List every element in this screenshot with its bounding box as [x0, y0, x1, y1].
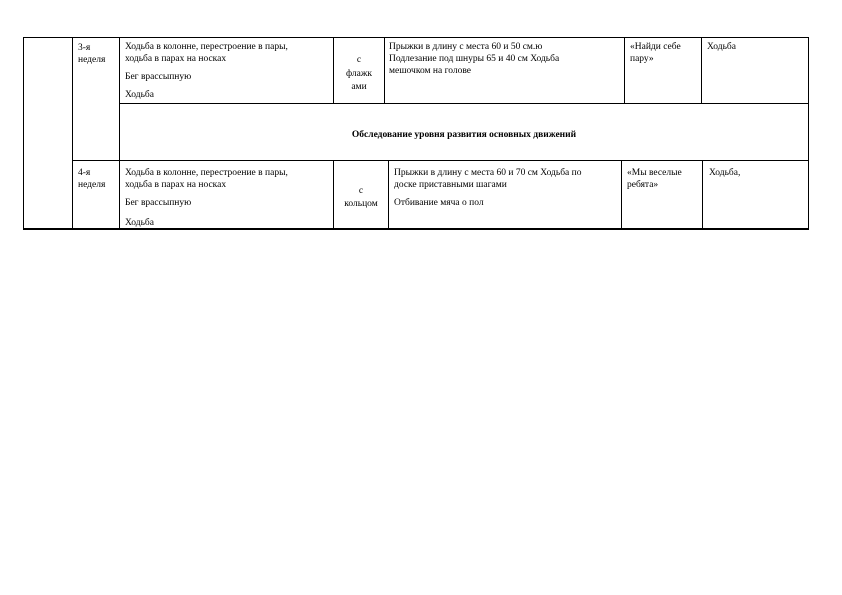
- item-line: с: [358, 186, 364, 196]
- exercise-line: мешочком на голове: [389, 66, 472, 76]
- item-line: ами: [351, 82, 367, 92]
- week-number: 4-я: [78, 168, 91, 178]
- walking-cell: [125, 41, 288, 101]
- week-number: 3-я: [78, 43, 91, 53]
- game-cell: [627, 167, 682, 191]
- game-line: ребята»: [627, 180, 659, 190]
- item-line: кольцом: [344, 199, 378, 209]
- col-border: [23, 37, 24, 229]
- assessment-title: Обследование уровня развития основных движений: [351, 130, 577, 140]
- walking-line: Ходьба в колонне, перестроение в пары,: [125, 42, 288, 52]
- row-divider: [72, 160, 809, 161]
- col-border: [384, 37, 385, 104]
- running-line: Бег врассыпную: [125, 72, 192, 82]
- exercises-cell: [394, 167, 581, 209]
- col-border: [624, 37, 625, 104]
- exercises-cell: [389, 41, 559, 77]
- final-cell: Ходьба: [707, 42, 736, 52]
- col-border: [388, 160, 389, 229]
- game-line: «Мы веселые: [627, 168, 682, 178]
- walking-line: ходьба в парах на носках: [125, 180, 227, 190]
- week-word: неделя: [78, 55, 106, 65]
- item-line: флажк: [345, 68, 373, 79]
- walking-end-line: Ходьба: [125, 90, 154, 100]
- week-label: [78, 167, 105, 191]
- item-line: с: [356, 55, 362, 65]
- exercise-line: Отбивание мяча о пол: [394, 198, 484, 208]
- walking-line: Ходьба в колонне, перестроение в пары,: [125, 168, 288, 178]
- game-cell: [630, 41, 681, 65]
- exercise-line: доске приставными шагами: [394, 180, 507, 190]
- walking-cell: [125, 167, 288, 229]
- walking-end-line: Ходьба: [125, 218, 154, 228]
- col-border: [702, 160, 703, 229]
- item-cell: [334, 54, 384, 95]
- col-border: [72, 37, 73, 229]
- week-word: неделя: [78, 180, 106, 190]
- col-border: [808, 37, 809, 229]
- row-divider: [119, 103, 809, 104]
- walking-line: ходьба в парах на носках: [125, 54, 227, 64]
- table-top-border: [23, 37, 809, 38]
- exercise-line: Подлезание под шнуры 65 и 40 см Ходьба: [389, 54, 560, 64]
- exercise-line: Прыжки в длину с места 60 и 50 см.ю: [389, 42, 543, 52]
- exercise-line: Прыжки в длину с места 60 и 70 см Ходьба по: [394, 168, 582, 178]
- final-cell: Ходьба,: [709, 168, 741, 178]
- game-line: «Найди себе: [630, 42, 681, 52]
- item-cell: [334, 185, 388, 211]
- col-border: [701, 37, 702, 104]
- week-label: [78, 42, 105, 66]
- game-line: пару»: [630, 54, 654, 64]
- running-line: Бег врассыпную: [125, 198, 192, 208]
- col-border: [621, 160, 622, 229]
